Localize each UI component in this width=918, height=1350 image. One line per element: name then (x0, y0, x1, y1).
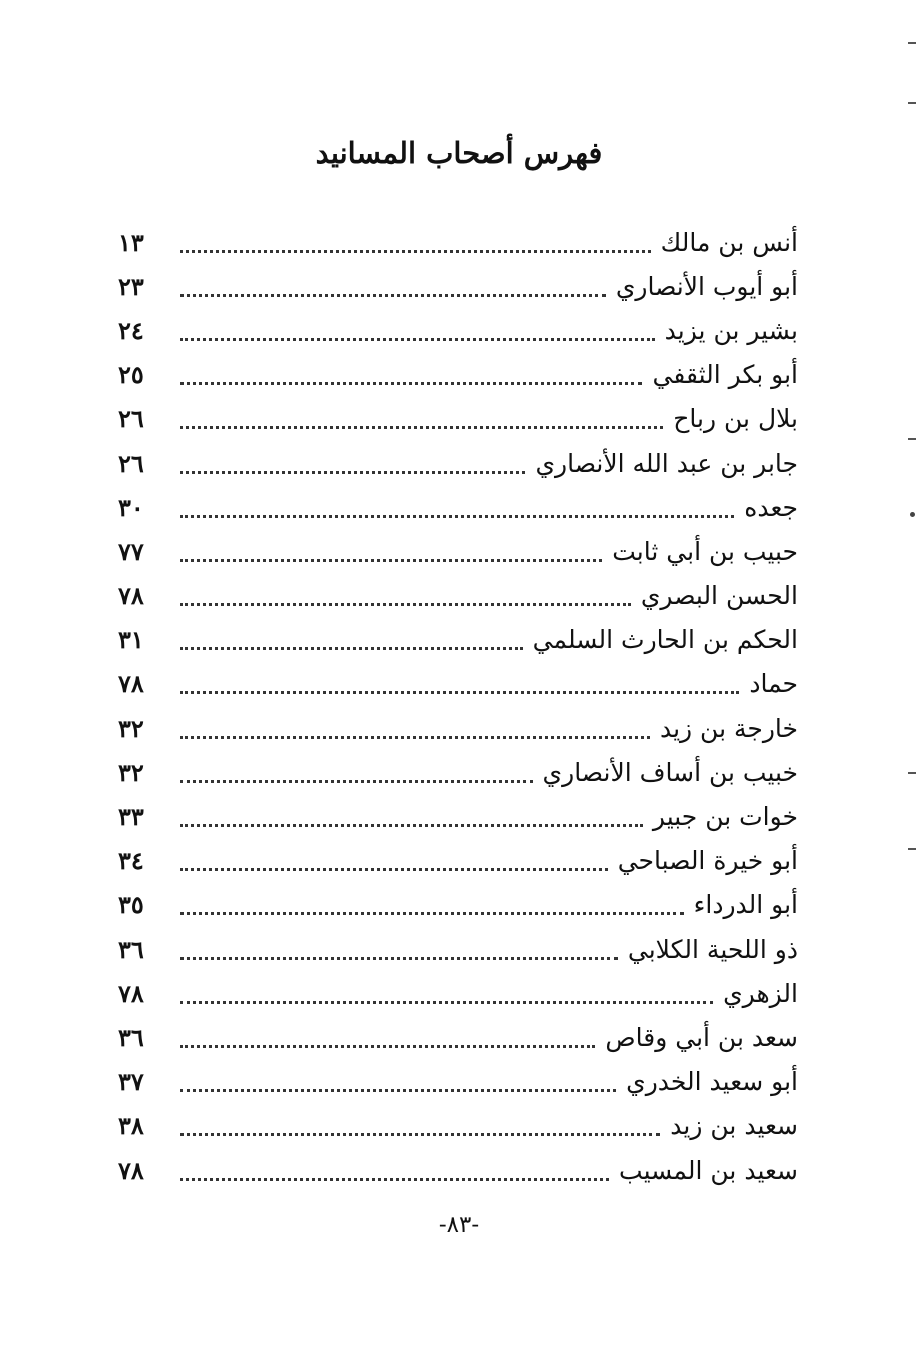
entry-page-number: ٧٨ (118, 1155, 144, 1185)
entry-page-number: ٧٨ (118, 978, 144, 1008)
entry-name: أبو بكر الثقفي (652, 360, 798, 390)
page-title: فهرس أصحاب المسانيد (315, 136, 603, 170)
dot-leader (180, 426, 663, 429)
entry-page-number: ٣٤ (118, 846, 144, 876)
index-entry (118, 794, 798, 838)
index-entry (118, 264, 798, 308)
index-entry (118, 750, 798, 794)
index-entry (118, 706, 798, 750)
dot-leader (180, 1045, 595, 1048)
scan-edge-mark (908, 848, 916, 850)
dot-leader (180, 780, 533, 783)
index-entry (118, 1015, 798, 1059)
dot-leader (180, 647, 523, 650)
dot-leader (180, 515, 734, 518)
index-entry (118, 1148, 798, 1192)
entry-name: الحسن البصري (640, 581, 798, 611)
index-entry (118, 485, 798, 529)
dot-leader (180, 294, 606, 297)
dot-leader (180, 824, 643, 827)
entry-name: خوات بن جبير (652, 802, 798, 832)
entry-page-number: ٣٥ (118, 890, 144, 920)
scan-edge-mark (908, 438, 916, 440)
dot-leader (180, 1001, 713, 1004)
entry-page-number: ٢٦ (118, 448, 144, 478)
entry-page-number: ٣١ (118, 625, 144, 655)
entry-page-number: ٧٨ (118, 581, 144, 611)
index-entry (118, 308, 798, 352)
entry-page-number: ٣٢ (118, 713, 144, 743)
index-entry (118, 397, 798, 441)
entry-name: حبيب بن أبي ثابت (612, 536, 798, 566)
index-entry (118, 529, 798, 573)
dot-leader (180, 603, 631, 606)
scan-edge-dot (910, 512, 915, 517)
entry-name: أبو سعيد الخدري (626, 1067, 798, 1097)
index-entry (118, 839, 798, 883)
entry-name: جعده (744, 492, 798, 522)
page-number-footer: -٨٣- (438, 1212, 480, 1238)
dot-leader (180, 250, 651, 253)
dot-leader (180, 1178, 609, 1181)
dot-leader (180, 912, 684, 915)
entry-name: خارجة بن زيد (659, 713, 798, 743)
entry-page-number: ٣٠ (118, 492, 144, 522)
entry-name: حماد (749, 669, 798, 699)
scan-edge-mark (908, 772, 916, 774)
entry-page-number: ٢٥ (118, 360, 144, 390)
entry-name: أبو خيرة الصباحي (617, 846, 798, 876)
index-entry (118, 618, 798, 662)
index-entry (118, 1104, 798, 1148)
dot-leader (180, 868, 608, 871)
dot-leader (180, 382, 642, 385)
scan-edge-mark (908, 102, 916, 104)
dot-leader (180, 1089, 616, 1092)
entry-name: سعيد بن المسيب (619, 1155, 798, 1185)
entry-name: الزهري (723, 978, 798, 1008)
entry-name: أنس بن مالك (660, 227, 798, 257)
entry-name: أبو أيوب الأنصاري (615, 271, 798, 301)
entry-name: خبيب بن أساف الأنصاري (542, 757, 798, 787)
dot-leader (180, 559, 602, 562)
index-entry (118, 441, 798, 485)
dot-leader (180, 1133, 660, 1136)
entry-page-number: ٣٦ (118, 934, 144, 964)
entry-page-number: ٢٦ (118, 404, 144, 434)
index-entry (118, 927, 798, 971)
entry-page-number: ٣٨ (118, 1111, 144, 1141)
entry-name: جابر بن عبد الله الأنصاري (535, 448, 798, 478)
entry-page-number: ٣٢ (118, 757, 144, 787)
entry-page-number: ٣٣ (118, 802, 144, 832)
entry-page-number: ٧٧ (118, 536, 144, 566)
dot-leader (180, 736, 650, 739)
index-entry (118, 353, 798, 397)
index-entry (118, 220, 798, 264)
index-entry (118, 971, 798, 1015)
dot-leader (180, 957, 618, 960)
index-entry (118, 883, 798, 927)
index-list (118, 220, 798, 1192)
entry-name: الحكم بن الحارث السلمي (532, 625, 798, 655)
dot-leader (180, 338, 655, 341)
scan-edge-mark (908, 42, 916, 44)
dot-leader (180, 691, 739, 694)
dot-leader (180, 471, 525, 474)
entry-name: بشير بن يزيد (664, 315, 798, 345)
entry-page-number: ٢٤ (118, 315, 144, 345)
entry-page-number: ٧٨ (118, 669, 144, 699)
entry-name: بلال بن رباح (673, 404, 798, 434)
entry-page-number: ١٣ (118, 227, 144, 257)
entry-name: سعيد بن زيد (670, 1111, 798, 1141)
entry-page-number: ٣٧ (118, 1067, 144, 1097)
entry-name: سعد بن أبي وقاص (605, 1022, 798, 1052)
index-entry (118, 662, 798, 706)
index-entry (118, 574, 798, 618)
entry-name: أبو الدرداء (693, 890, 798, 920)
index-entry (118, 1060, 798, 1104)
entry-name: ذو اللحية الكلابي (627, 934, 798, 964)
entry-page-number: ٢٣ (118, 271, 144, 301)
entry-page-number: ٣٦ (118, 1022, 144, 1052)
